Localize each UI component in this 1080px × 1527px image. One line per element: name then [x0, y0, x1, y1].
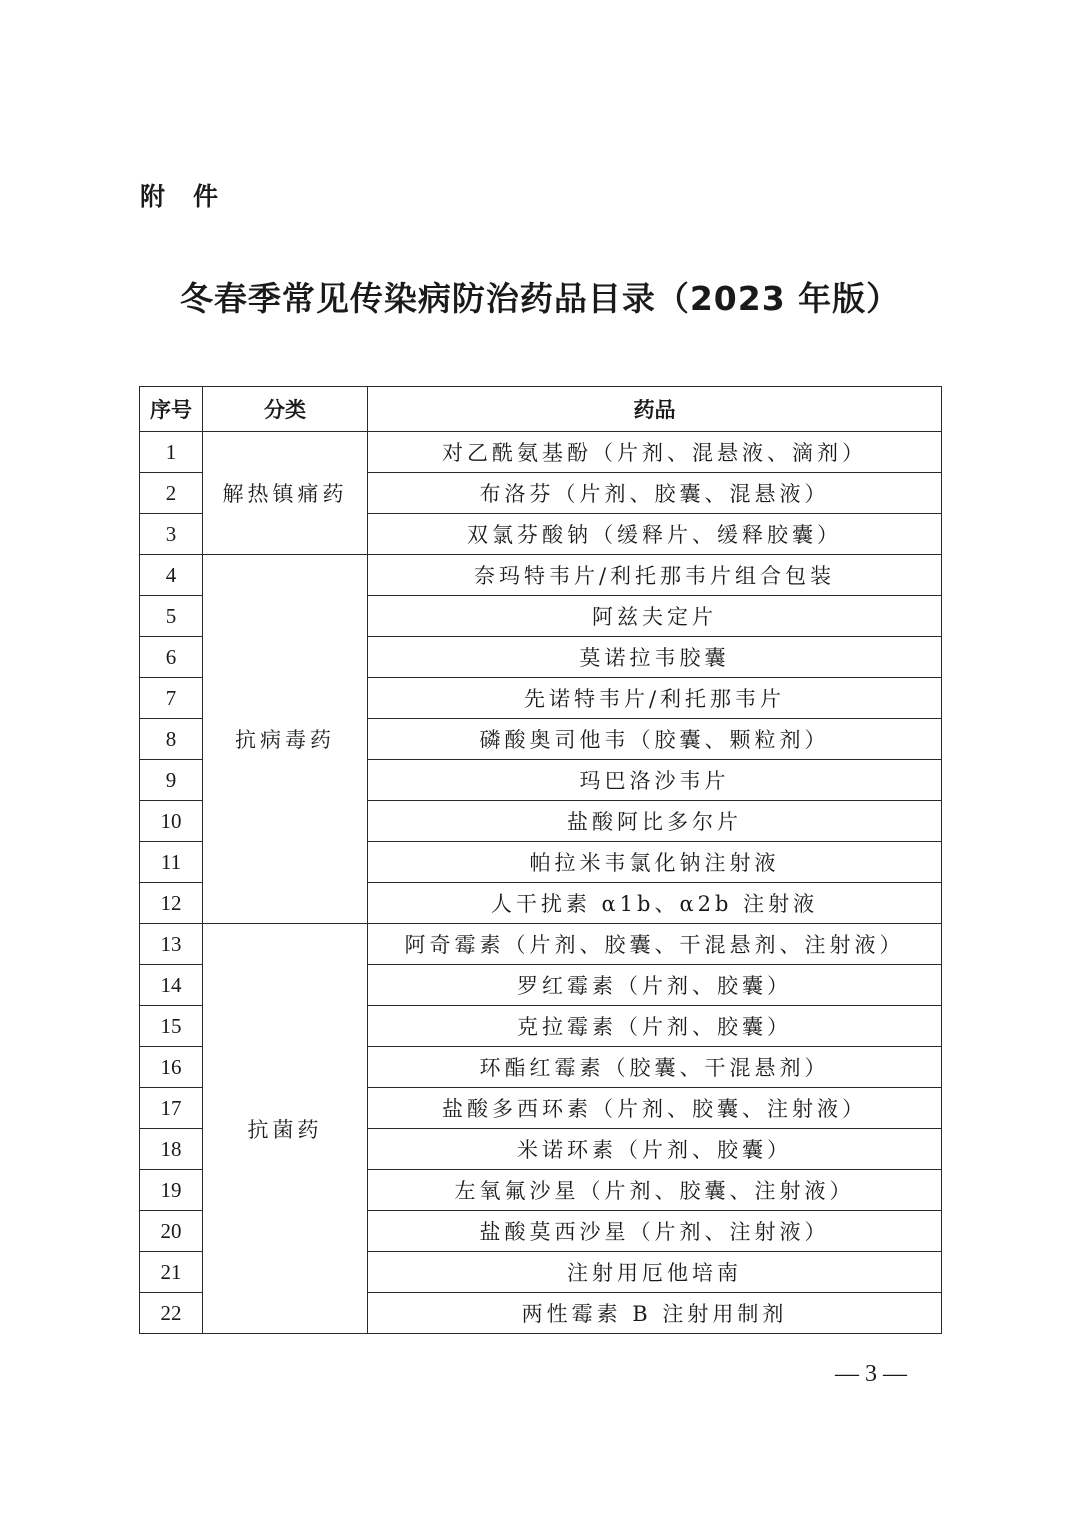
category-cell: 解热镇痛药 — [203, 432, 368, 555]
drug-name: 磷酸奥司他韦（胶囊、颗粒剂） — [368, 719, 942, 760]
drug-name: 奈玛特韦片/利托那韦片组合包装 — [368, 555, 942, 596]
row-number: 21 — [140, 1252, 203, 1293]
drug-name: 米诺环素（片剂、胶囊） — [368, 1129, 942, 1170]
row-number: 16 — [140, 1047, 203, 1088]
drug-name: 盐酸阿比多尔片 — [368, 801, 942, 842]
row-number: 18 — [140, 1129, 203, 1170]
category-cell: 抗菌药 — [203, 924, 368, 1334]
drug-name: 左氧氟沙星（片剂、胶囊、注射液） — [368, 1170, 942, 1211]
row-number: 6 — [140, 637, 203, 678]
drug-name: 双氯芬酸钠（缓释片、缓释胶囊） — [368, 514, 942, 555]
attachment-label: 附件 — [140, 182, 247, 211]
header-category: 分类 — [203, 387, 368, 432]
drug-catalog-table — [139, 386, 942, 1334]
document-title: 冬春季常见传染病防治药品目录（2023 年版） — [179, 279, 901, 318]
drug-name: 阿兹夫定片 — [368, 596, 942, 637]
row-number: 11 — [140, 842, 203, 883]
drug-name: 先诺特韦片/利托那韦片 — [368, 678, 942, 719]
drug-name: 玛巴洛沙韦片 — [368, 760, 942, 801]
header-drug: 药品 — [368, 387, 942, 432]
category-cell: 抗病毒药 — [203, 555, 368, 924]
row-number: 19 — [140, 1170, 203, 1211]
drug-name: 克拉霉素（片剂、胶囊） — [368, 1006, 942, 1047]
drug-name: 注射用厄他培南 — [368, 1252, 942, 1293]
row-number: 15 — [140, 1006, 203, 1047]
row-number: 14 — [140, 965, 203, 1006]
drug-name: 阿奇霉素（片剂、胶囊、干混悬剂、注射液） — [368, 924, 942, 965]
drug-name: 人干扰素 α1b、α2b 注射液 — [368, 883, 942, 924]
row-number: 8 — [140, 719, 203, 760]
table-header-row — [140, 387, 942, 432]
row-number: 2 — [140, 473, 203, 514]
table-row — [140, 432, 942, 473]
row-number: 1 — [140, 432, 203, 473]
row-number: 5 — [140, 596, 203, 637]
drug-name: 帕拉米韦氯化钠注射液 — [368, 842, 942, 883]
drug-name: 两性霉素 B 注射用制剂 — [368, 1293, 942, 1334]
drug-name: 莫诺拉韦胶囊 — [368, 637, 942, 678]
drug-name: 对乙酰氨基酚（片剂、混悬液、滴剂） — [368, 432, 942, 473]
row-number: 20 — [140, 1211, 203, 1252]
page-number: — 3 — — [835, 1361, 907, 1387]
row-number: 4 — [140, 555, 203, 596]
drug-name: 环酯红霉素（胶囊、干混悬剂） — [368, 1047, 942, 1088]
row-number: 10 — [140, 801, 203, 842]
drug-name: 盐酸莫西沙星（片剂、注射液） — [368, 1211, 942, 1252]
table-row — [140, 924, 942, 965]
drug-name: 布洛芬（片剂、胶囊、混悬液） — [368, 473, 942, 514]
row-number: 22 — [140, 1293, 203, 1334]
row-number: 7 — [140, 678, 203, 719]
row-number: 13 — [140, 924, 203, 965]
drug-name: 罗红霉素（片剂、胶囊） — [368, 965, 942, 1006]
row-number: 12 — [140, 883, 203, 924]
row-number: 17 — [140, 1088, 203, 1129]
table-row — [140, 555, 942, 596]
row-number: 3 — [140, 514, 203, 555]
header-serial-number: 序号 — [140, 387, 203, 432]
row-number: 9 — [140, 760, 203, 801]
drug-name: 盐酸多西环素（片剂、胶囊、注射液） — [368, 1088, 942, 1129]
